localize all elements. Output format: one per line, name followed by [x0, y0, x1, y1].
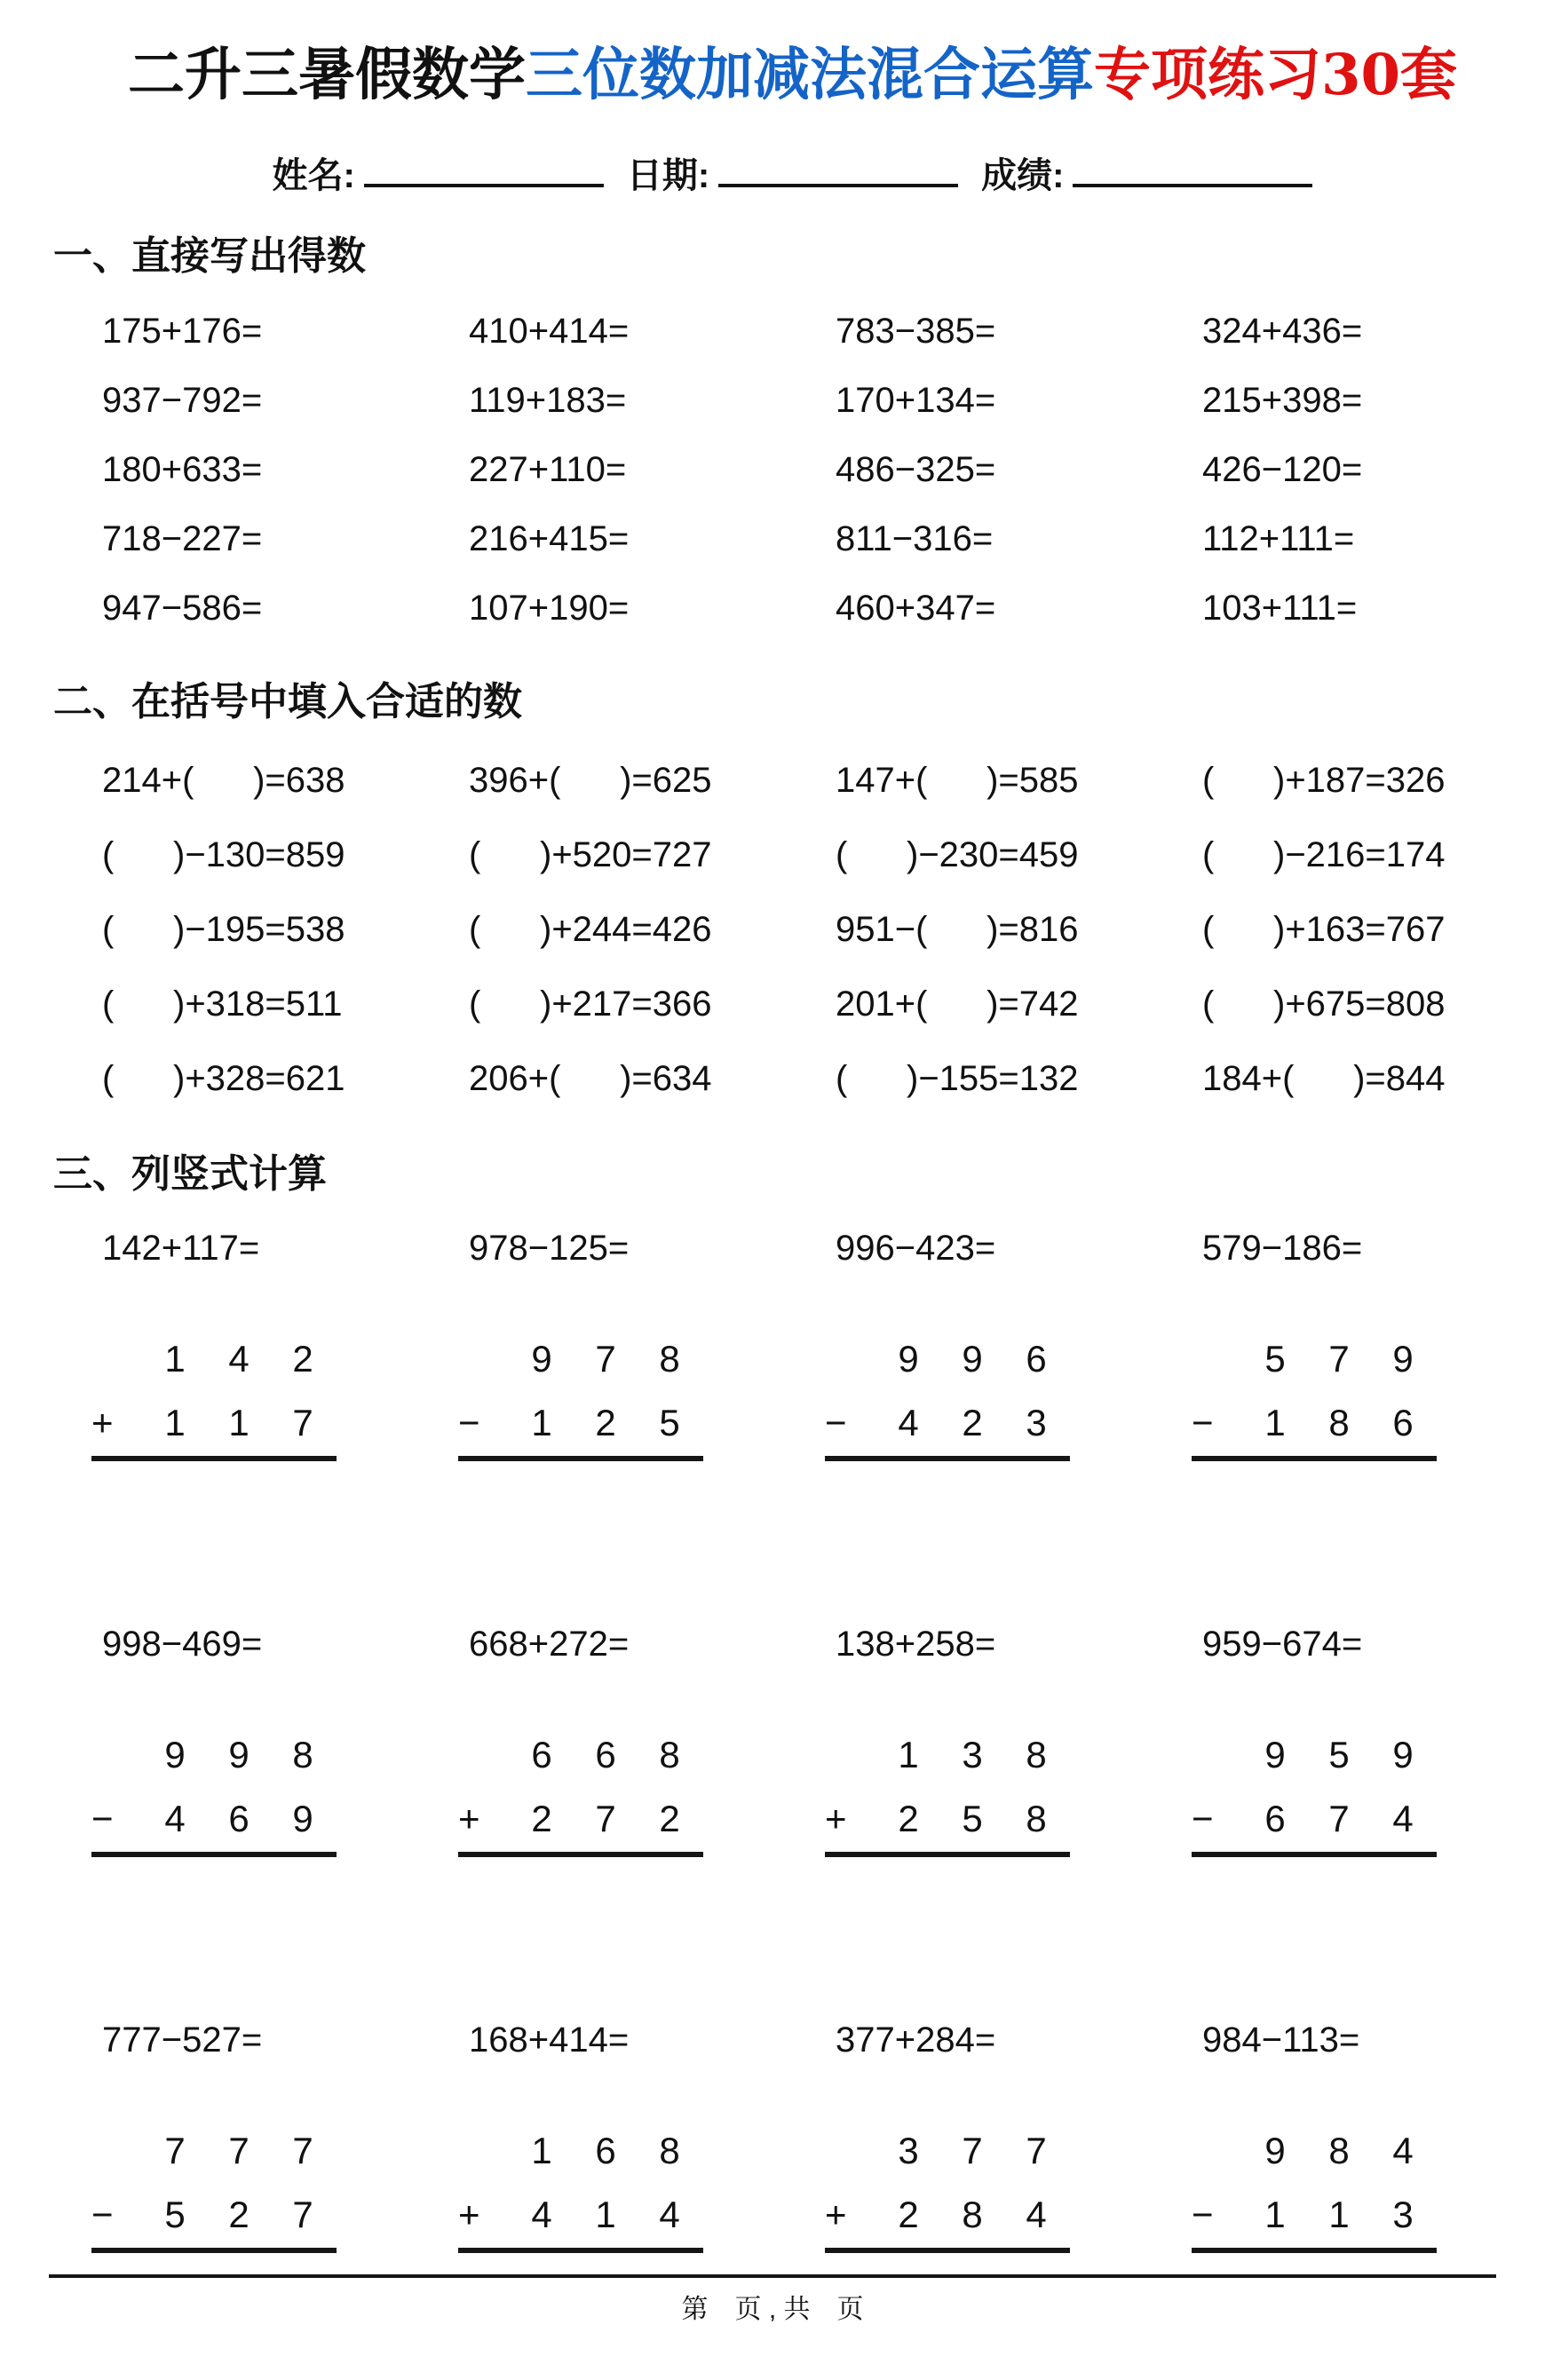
vertical-bottom-operand: [1192, 1401, 1483, 1443]
fill-bracket-problem: ( )+244=426: [469, 910, 712, 950]
operand-digit: 2: [292, 1337, 313, 1380]
operand-digit: 6: [1264, 1797, 1286, 1839]
vertical-calculation: [458, 1337, 836, 1461]
operand-digit: 2: [595, 1401, 616, 1443]
mental-math-problem: 107+190=: [469, 588, 630, 628]
operand-digit: 4: [1392, 1797, 1414, 1839]
operand-digit: 7: [292, 2129, 313, 2171]
vertical-top-operand: [1192, 2129, 1483, 2171]
fill-bracket-problem: ( )−230=459: [836, 835, 1079, 875]
operator-sign: −: [1192, 1401, 1214, 1443]
operand-digit: 7: [164, 2129, 186, 2171]
operator-sign: −: [1192, 1797, 1214, 1839]
operator-sign: +: [458, 2193, 480, 2235]
answer-line: [1192, 2248, 1437, 2253]
operator-sign: −: [825, 1401, 847, 1443]
mental-math-problem: 103+111=: [1202, 588, 1358, 628]
fill-bracket-problem: 201+( )=742: [836, 984, 1079, 1024]
vertical-top-operand: [1192, 1733, 1483, 1775]
vertical-calculation: [458, 1733, 836, 1857]
answer-line: [1192, 1456, 1437, 1461]
operator-sign: +: [825, 1797, 847, 1839]
fill-bracket-problem: ( )+163=767: [1202, 910, 1446, 950]
fill-bracket-problem: 184+( )=844: [1202, 1059, 1446, 1099]
title-red-segment: 专项练习30套: [1093, 42, 1458, 108]
fill-bracket-problem: ( )+318=511: [102, 984, 343, 1024]
operand-digit: 1: [1328, 2193, 1350, 2235]
mental-math-problem: 170+134=: [836, 380, 996, 420]
operand-digit: 9: [1264, 2129, 1286, 2171]
vertical-calculation: [91, 1733, 469, 1857]
mental-math-problem: 324+436=: [1202, 311, 1363, 351]
vertical-top-operand: [825, 1337, 1202, 1380]
operand-digit: 6: [531, 1733, 552, 1775]
vertical-problem-row: [102, 2022, 1483, 2058]
operand-digit: 4: [531, 2193, 552, 2235]
section1-heading: 一、直接写出得数: [53, 233, 366, 278]
mental-math-problem: 947−586=: [102, 588, 263, 628]
vertical-top-operand: [91, 1733, 469, 1775]
operand-digit: 4: [1026, 2193, 1047, 2235]
mental-math-problem: 811−316=: [836, 518, 994, 558]
mental-math-problem: 937−792=: [102, 380, 263, 420]
mental-math-problem: 215+398=: [1202, 380, 1363, 420]
mental-math-problem: 410+414=: [469, 311, 630, 351]
fill-bracket-problem: 214+( )=638: [102, 761, 345, 801]
operand-digit: 1: [595, 2193, 616, 2235]
section1-problem-grid: [102, 313, 1483, 626]
operand-digit: 1: [531, 2129, 552, 2171]
page-number-text: 第 页 , 共 页: [681, 2295, 864, 2324]
vertical-problem-label: 142+117=: [102, 1228, 260, 1268]
score-label: 成绩:: [981, 155, 1065, 195]
operator-sign: +: [825, 2193, 847, 2235]
vertical-calculation: [91, 2129, 469, 2253]
operand-digit: 8: [292, 1733, 313, 1775]
operand-digit: 7: [962, 2129, 983, 2171]
answer-line: [825, 1456, 1070, 1461]
vertical-top-operand: [458, 2129, 836, 2171]
operator-sign: −: [91, 2193, 114, 2235]
operand-digit: 7: [595, 1797, 616, 1839]
mental-math-problem: 216+415=: [469, 518, 630, 558]
operand-digit: 5: [1328, 1733, 1350, 1775]
operand-digit: 9: [292, 1797, 313, 1839]
vertical-calc-row: [91, 1337, 1483, 1461]
vertical-top-operand: [91, 1337, 469, 1380]
vertical-problem-label: 959−674=: [1202, 1624, 1363, 1664]
fill-bracket-problem: 147+( )=585: [836, 761, 1079, 801]
vertical-problem-label: 996−423=: [836, 1228, 996, 1268]
answer-line: [1192, 1852, 1437, 1857]
mental-math-problem: 175+176=: [102, 311, 263, 351]
vertical-bottom-operand: [458, 1797, 836, 1839]
vertical-bottom-operand: [458, 2193, 836, 2235]
vertical-problem-label: 998−469=: [102, 1624, 263, 1664]
operand-digit: 8: [659, 2129, 680, 2171]
title-black-segment: 二升三暑假数学: [127, 42, 526, 108]
section2-problem-grid: [102, 761, 1483, 1099]
vertical-problem-label: 668+272=: [469, 1624, 630, 1664]
operand-digit: 3: [962, 1733, 983, 1775]
operator-sign: −: [91, 1797, 114, 1839]
operand-digit: 9: [962, 1337, 983, 1380]
operand-digit: 9: [1392, 1337, 1414, 1380]
operand-digit: 7: [292, 2193, 313, 2235]
answer-line: [458, 1852, 703, 1857]
vertical-problem-row: [102, 1230, 1483, 1266]
mental-math-problem: 426−120=: [1202, 449, 1363, 489]
operand-digit: 2: [898, 1797, 919, 1839]
operand-digit: 5: [164, 2193, 186, 2235]
operand-digit: 4: [164, 1797, 186, 1839]
vertical-bottom-operand: [1192, 2193, 1483, 2235]
vertical-bottom-operand: [1192, 1797, 1483, 1839]
operand-digit: 6: [228, 1797, 250, 1839]
fill-bracket-problem: ( )+328=621: [102, 1059, 345, 1099]
fill-bracket-problem: ( )−195=538: [102, 910, 345, 950]
page-title: [102, 43, 1483, 108]
operand-digit: 1: [1264, 1401, 1286, 1443]
mental-math-problem: 227+110=: [469, 449, 627, 489]
fill-bracket-problem: 951−( )=816: [836, 910, 1079, 950]
vertical-bottom-operand: [825, 2193, 1202, 2235]
operand-digit: 4: [898, 1401, 919, 1443]
operand-digit: 8: [1328, 1401, 1350, 1443]
vertical-problem-label: 377+284=: [836, 2020, 996, 2060]
operand-digit: 9: [164, 1733, 186, 1775]
vertical-bottom-operand: [825, 1797, 1202, 1839]
fill-bracket-problem: ( )+520=727: [469, 835, 712, 875]
operand-digit: 3: [1026, 1401, 1047, 1443]
operator-sign: −: [1192, 2193, 1214, 2235]
fill-bracket-problem: 396+( )=625: [469, 761, 712, 801]
section3-heading: 三、列竖式计算: [53, 1152, 327, 1197]
date-blank-line: [718, 154, 958, 187]
operand-digit: 8: [659, 1733, 680, 1775]
answer-line: [91, 1852, 337, 1857]
vertical-problem-label: 168+414=: [469, 2020, 630, 2060]
operand-digit: 3: [1392, 2193, 1414, 2235]
section3-content: [91, 1228, 1483, 2253]
mental-math-problem: 119+183=: [469, 380, 627, 420]
vertical-top-operand: [91, 2129, 469, 2171]
operand-digit: 6: [1392, 1401, 1414, 1443]
operand-digit: 6: [1026, 1337, 1047, 1380]
operator-sign: +: [458, 1797, 480, 1839]
vertical-calculation: [458, 2129, 836, 2253]
operand-digit: 1: [1264, 2193, 1286, 2235]
operand-digit: 8: [1026, 1733, 1047, 1775]
answer-line: [458, 1456, 703, 1461]
section2-heading: 二、在括号中填入合适的数: [53, 679, 522, 723]
vertical-problem-label: 579−186=: [1202, 1228, 1363, 1268]
vertical-top-operand: [825, 2129, 1202, 2171]
name-blank-line: [364, 154, 604, 187]
vertical-top-operand: [458, 1337, 836, 1380]
fill-bracket-problem: ( )+675=808: [1202, 984, 1446, 1024]
vertical-problem-label: 984−113=: [1202, 2020, 1360, 2060]
operand-digit: 5: [962, 1797, 983, 1839]
vertical-top-operand: [1192, 1337, 1483, 1380]
fill-bracket-problem: ( )−155=132: [836, 1059, 1079, 1099]
operand-digit: 1: [531, 1401, 552, 1443]
answer-line: [91, 1456, 337, 1461]
operator-sign: +: [91, 1401, 114, 1443]
vertical-calculation: [825, 2129, 1202, 2253]
date-label: 日期:: [626, 155, 710, 195]
fill-bracket-problem: ( )+187=326: [1202, 761, 1446, 801]
operand-digit: 7: [1026, 2129, 1047, 2171]
answer-line: [91, 2248, 337, 2253]
operand-digit: 1: [164, 1337, 186, 1380]
vertical-bottom-operand: [458, 1401, 836, 1443]
mental-math-problem: 460+347=: [836, 588, 996, 628]
vertical-calculation: [825, 1337, 1202, 1461]
vertical-top-operand: [458, 1733, 836, 1775]
info-line: [102, 147, 1483, 198]
vertical-problem-row: [102, 1626, 1483, 1662]
operand-digit: 3: [898, 2129, 919, 2171]
fill-bracket-problem: ( )−130=859: [102, 835, 345, 875]
operand-digit: 2: [531, 1797, 552, 1839]
answer-line: [825, 2248, 1070, 2253]
operand-digit: 7: [595, 1337, 616, 1380]
operand-digit: 8: [1328, 2129, 1350, 2171]
vertical-calc-row: [91, 1733, 1483, 1857]
vertical-calculation: [1192, 1733, 1483, 1857]
vertical-bottom-operand: [91, 1797, 469, 1839]
operand-digit: 8: [659, 1337, 680, 1380]
vertical-calculation: [825, 1733, 1202, 1857]
mental-math-problem: 783−385=: [836, 311, 996, 351]
score-blank-line: [1073, 154, 1312, 187]
operand-digit: 8: [962, 2193, 983, 2235]
operand-digit: 4: [1392, 2129, 1414, 2171]
vertical-top-operand: [825, 1733, 1202, 1775]
vertical-calculation: [91, 1337, 469, 1461]
operand-digit: 9: [898, 1337, 919, 1380]
vertical-calculation: [1192, 2129, 1483, 2253]
operand-digit: 7: [228, 2129, 250, 2171]
vertical-calculation: [1192, 1337, 1483, 1461]
mental-math-problem: 112+111=: [1202, 518, 1355, 558]
vertical-problem-label: 138+258=: [836, 1624, 996, 1664]
name-label: 姓名:: [272, 155, 355, 195]
vertical-bottom-operand: [91, 1401, 469, 1443]
operand-digit: 2: [962, 1401, 983, 1443]
operand-digit: 7: [292, 1401, 313, 1443]
operand-digit: 1: [898, 1733, 919, 1775]
operand-digit: 2: [898, 2193, 919, 2235]
operand-digit: 2: [228, 2193, 250, 2235]
vertical-calc-row: [91, 2129, 1483, 2253]
operand-digit: 4: [228, 1337, 250, 1380]
title-blue-segment: 三位数加减法混合运算: [525, 42, 1094, 108]
answer-line: [825, 1852, 1070, 1857]
operand-digit: 9: [1264, 1733, 1286, 1775]
operand-digit: 1: [164, 1401, 186, 1443]
operand-digit: 8: [1026, 1797, 1047, 1839]
mental-math-problem: 718−227=: [102, 518, 263, 558]
vertical-bottom-operand: [91, 2193, 469, 2235]
answer-line: [458, 2248, 703, 2253]
operand-digit: 6: [595, 2129, 616, 2171]
vertical-bottom-operand: [825, 1401, 1202, 1443]
operand-digit: 9: [1392, 1733, 1414, 1775]
fill-bracket-problem: ( )−216=174: [1202, 835, 1446, 875]
operand-digit: 6: [595, 1733, 616, 1775]
fill-bracket-problem: 206+( )=634: [469, 1059, 712, 1099]
operand-digit: 5: [659, 1401, 680, 1443]
fill-bracket-problem: ( )+217=366: [469, 984, 712, 1024]
mental-math-problem: 486−325=: [836, 449, 996, 489]
vertical-problem-label: 777−527=: [102, 2020, 263, 2060]
operand-digit: 4: [659, 2193, 680, 2235]
operand-digit: 2: [659, 1797, 680, 1839]
operand-digit: 5: [1264, 1337, 1286, 1380]
operand-digit: 1: [228, 1401, 250, 1443]
operand-digit: 7: [1328, 1797, 1350, 1839]
page-footer: [49, 2274, 1496, 2326]
mental-math-problem: 180+633=: [102, 449, 263, 489]
operand-digit: 9: [531, 1337, 552, 1380]
vertical-problem-label: 978−125=: [469, 1228, 630, 1268]
operator-sign: −: [458, 1401, 480, 1443]
operand-digit: 9: [228, 1733, 250, 1775]
operand-digit: 7: [1328, 1337, 1350, 1380]
